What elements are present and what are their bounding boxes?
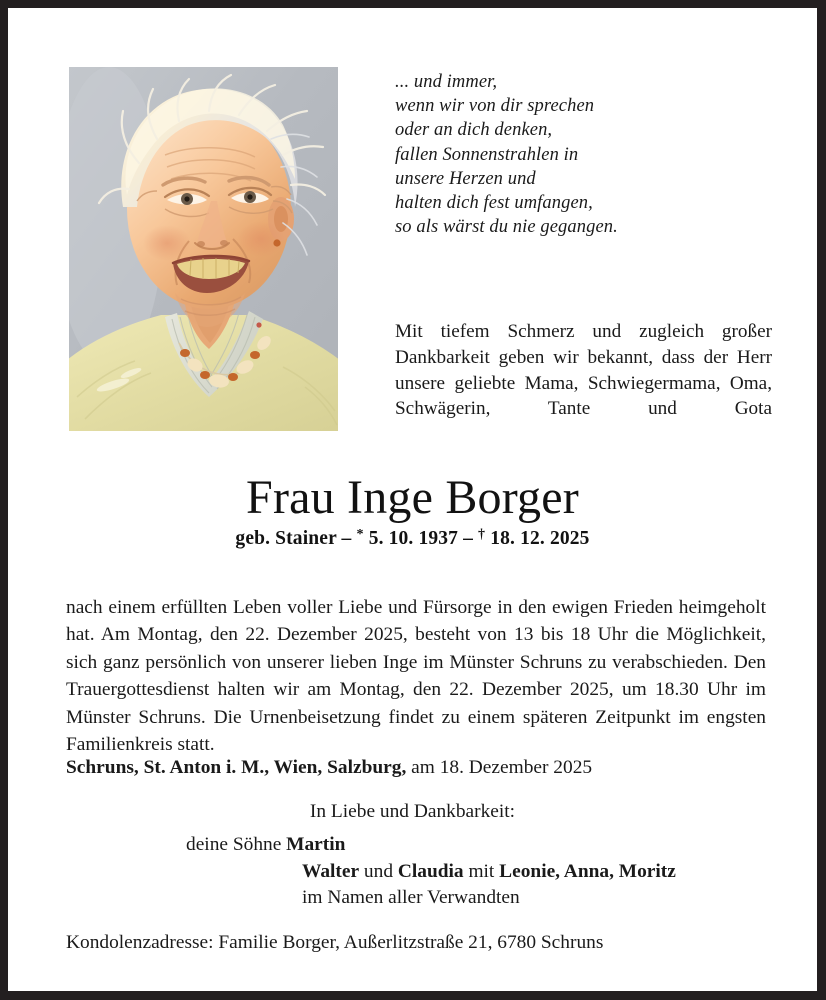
verse-line: fallen Sonnenstrahlen in bbox=[395, 144, 579, 165]
mourners-closing-line: im Namen aller Verwandten bbox=[302, 887, 520, 909]
mourners-section bbox=[8, 799, 817, 912]
maiden-name: geb. Stainer bbox=[235, 528, 337, 549]
mourner-row bbox=[186, 859, 766, 885]
dates-separator-left: – bbox=[336, 528, 357, 549]
mourner-name: Leonie, Anna, Moritz bbox=[499, 860, 676, 882]
mourners-intro: In Liebe und Dankbarkeit: bbox=[309, 801, 516, 822]
mourner-relation-label: deine Söhne bbox=[186, 834, 287, 856]
mourner-name: Walter bbox=[302, 860, 360, 882]
death-date: 18. 12. 2025 bbox=[490, 528, 590, 549]
verse-line: ... und immer, bbox=[395, 72, 498, 92]
mourner-conjunction: mit bbox=[463, 860, 500, 882]
verse-line: unsere Herzen und bbox=[395, 168, 536, 189]
mourner-row bbox=[186, 832, 766, 858]
mourner-name: Martin bbox=[286, 834, 346, 856]
obituary-page bbox=[8, 8, 817, 991]
header-section bbox=[8, 8, 817, 433]
name-block bbox=[8, 470, 817, 550]
places-list: Schruns, St. Anton i. M., Wien, Salzburg, bbox=[66, 757, 407, 778]
condolence-address: Kondolenzadresse: Familie Borger, Außerlitzstraße 21, 6780 Schruns bbox=[66, 932, 604, 953]
verse-line: oder an dich denken, bbox=[395, 120, 553, 141]
memorial-verse bbox=[395, 70, 725, 239]
mourner-row bbox=[186, 885, 766, 911]
dates-separator-right: – bbox=[458, 528, 479, 549]
announcement-paragraph: Mit tiefem Schmerz und zugleich großer Dankbarkeit geben wir bekannt, dass der Herr unsere geliebte Mama, Schwiegermama, Oma, Schwägerin, Tante und Gota bbox=[395, 321, 772, 420]
life-dates bbox=[8, 528, 817, 550]
places-and-date-line bbox=[66, 755, 776, 781]
birth-date: 5. 10. 1937 bbox=[368, 528, 459, 549]
verse-line: so als wärst du nie gegangen. bbox=[395, 217, 618, 238]
service-details-paragraph: nach einem erfüllten Leben voller Liebe und Fürsorge in den ewigen Frieden heimgeholt hat. Am Montag, den 22. Dezember 2025, besteht von 13 bis 18 Uhr die Möglichkeit, sich ganz persönlich von unserer lieben Inge im Münster Schruns zu verabschieden. Den Trauergottesdienst halten wir am Montag, den 22. Dezember 2025, um 18.30 Uhr im Münster Schruns. Die Urnenbeisetzung findet zu einem späteren Zeitpunkt im engsten Familienkreis statt. bbox=[66, 597, 766, 756]
portrait-photo bbox=[69, 67, 338, 431]
verse-line: wenn wir von dir sprechen bbox=[395, 96, 595, 117]
deceased-name: Frau Inge Borger bbox=[246, 471, 579, 524]
verse-line: halten dich fest umfangen, bbox=[395, 193, 593, 214]
mourner-conjunction: und bbox=[359, 860, 398, 882]
birth-star-symbol: * bbox=[356, 526, 364, 543]
mourners-list bbox=[186, 832, 766, 911]
notice-date: am 18. Dezember 2025 bbox=[411, 757, 593, 778]
mourner-name: Claudia bbox=[397, 860, 464, 882]
death-cross-symbol: † bbox=[478, 526, 486, 543]
